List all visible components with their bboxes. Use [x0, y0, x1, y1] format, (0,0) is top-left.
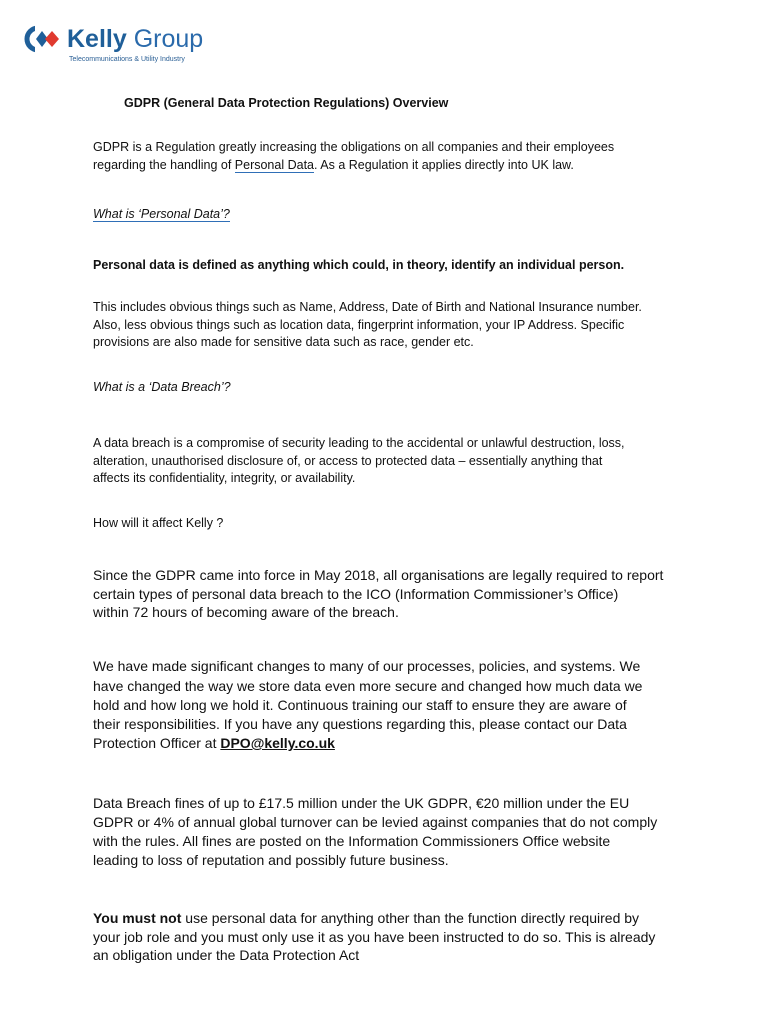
- paragraph-line: Since the GDPR came into force in May 2018, all organisations are legally required to report: [93, 567, 664, 583]
- personal-data-definition: Personal data is defined as anything which could, in theory, identify an individual person.: [93, 258, 625, 272]
- logo-tagline: Telecommunications & Utility Industry: [69, 56, 185, 63]
- dpo-email-link[interactable]: DPO@kelly.co.uk: [220, 735, 335, 751]
- logo-wordmark: [67, 22, 203, 56]
- heading-affect-kelly: How will it affect Kelly ?: [93, 516, 224, 530]
- paragraph-line: your job role and you must only use it as you have been instructed to do so. This is already: [93, 929, 656, 945]
- intro-line: GDPR is a Regulation greatly increasing the obligations on all companies and their employees: [93, 140, 615, 154]
- paragraph-line: GDPR or 4% of annual global turnover can be levied against companies that do not comply: [93, 814, 658, 830]
- paragraph-line: with the rules. All fines are posted on the Information Commissioners Office website: [93, 833, 611, 849]
- logo-name-bold: Kelly: [67, 25, 127, 53]
- paragraph-line: affects its confidentiality, integrity, or availability.: [93, 471, 356, 485]
- paragraph-line: have changed the way we store data even more secure and changed how much data we: [93, 678, 643, 694]
- heading-personal-data: [93, 205, 673, 223]
- kelly-logo-mark-icon: [24, 24, 62, 54]
- intro-line: [93, 156, 673, 174]
- paragraph-line: provisions are also made for sensitive data such as race, gender etc.: [93, 335, 474, 349]
- paragraph-text: use personal data for anything other than the function directly required by: [181, 910, 640, 926]
- paragraph-line: Data Breach fines of up to £17.5 million under the UK GDPR, €20 million under the EU: [93, 795, 630, 811]
- intro-text: regarding the handling of: [93, 158, 235, 172]
- paragraph-line: We have made significant changes to many of our processes, policies, and systems. We: [93, 658, 641, 674]
- paragraph-line: This includes obvious things such as Name, Address, Date of Birth and National Insurance number.: [93, 300, 642, 314]
- paragraph-line: [93, 734, 673, 753]
- paragraph-line: Also, less obvious things such as location data, fingerprint information, your IP Address. Specific: [93, 318, 625, 332]
- paragraph-line: [93, 909, 673, 928]
- heading-personal-data-text: What is ‘Personal Data’?: [93, 207, 230, 221]
- document-title: GDPR (General Data Protection Regulations) Overview: [124, 96, 449, 110]
- paragraph-line: within 72 hours of becoming aware of the breach.: [93, 604, 399, 620]
- heading-data-breach: What is a ‘Data Breach’?: [93, 380, 231, 394]
- paragraph-line: leading to loss of reputation and possibly future business.: [93, 852, 449, 868]
- paragraph-line: their responsibilities. If you have any questions regarding this, please contact our Data: [93, 716, 627, 732]
- paragraph-line: certain types of personal data breach to the ICO (Information Commissioner’s Office): [93, 586, 619, 602]
- paragraph-text: Protection Officer at: [93, 735, 221, 751]
- personal-data-link[interactable]: Personal Data: [234, 158, 314, 172]
- intro-text: . As a Regulation it applies directly into UK law.: [314, 158, 574, 172]
- must-not-emphasis: You must not: [93, 910, 182, 926]
- paragraph-line: A data breach is a compromise of security leading to the accidental or unlawful destruction, loss,: [93, 436, 625, 450]
- paragraph-line: alteration, unauthorised disclosure of, or access to protected data – essentially anything that: [93, 454, 603, 468]
- logo-name-regular: Group: [126, 25, 204, 53]
- paragraph-line: an obligation under the Data Protection Act: [93, 947, 360, 963]
- paragraph-line: hold and how long we hold it. Continuous training our staff to ensure they are aware of: [93, 697, 627, 713]
- kelly-group-logo: [24, 22, 214, 68]
